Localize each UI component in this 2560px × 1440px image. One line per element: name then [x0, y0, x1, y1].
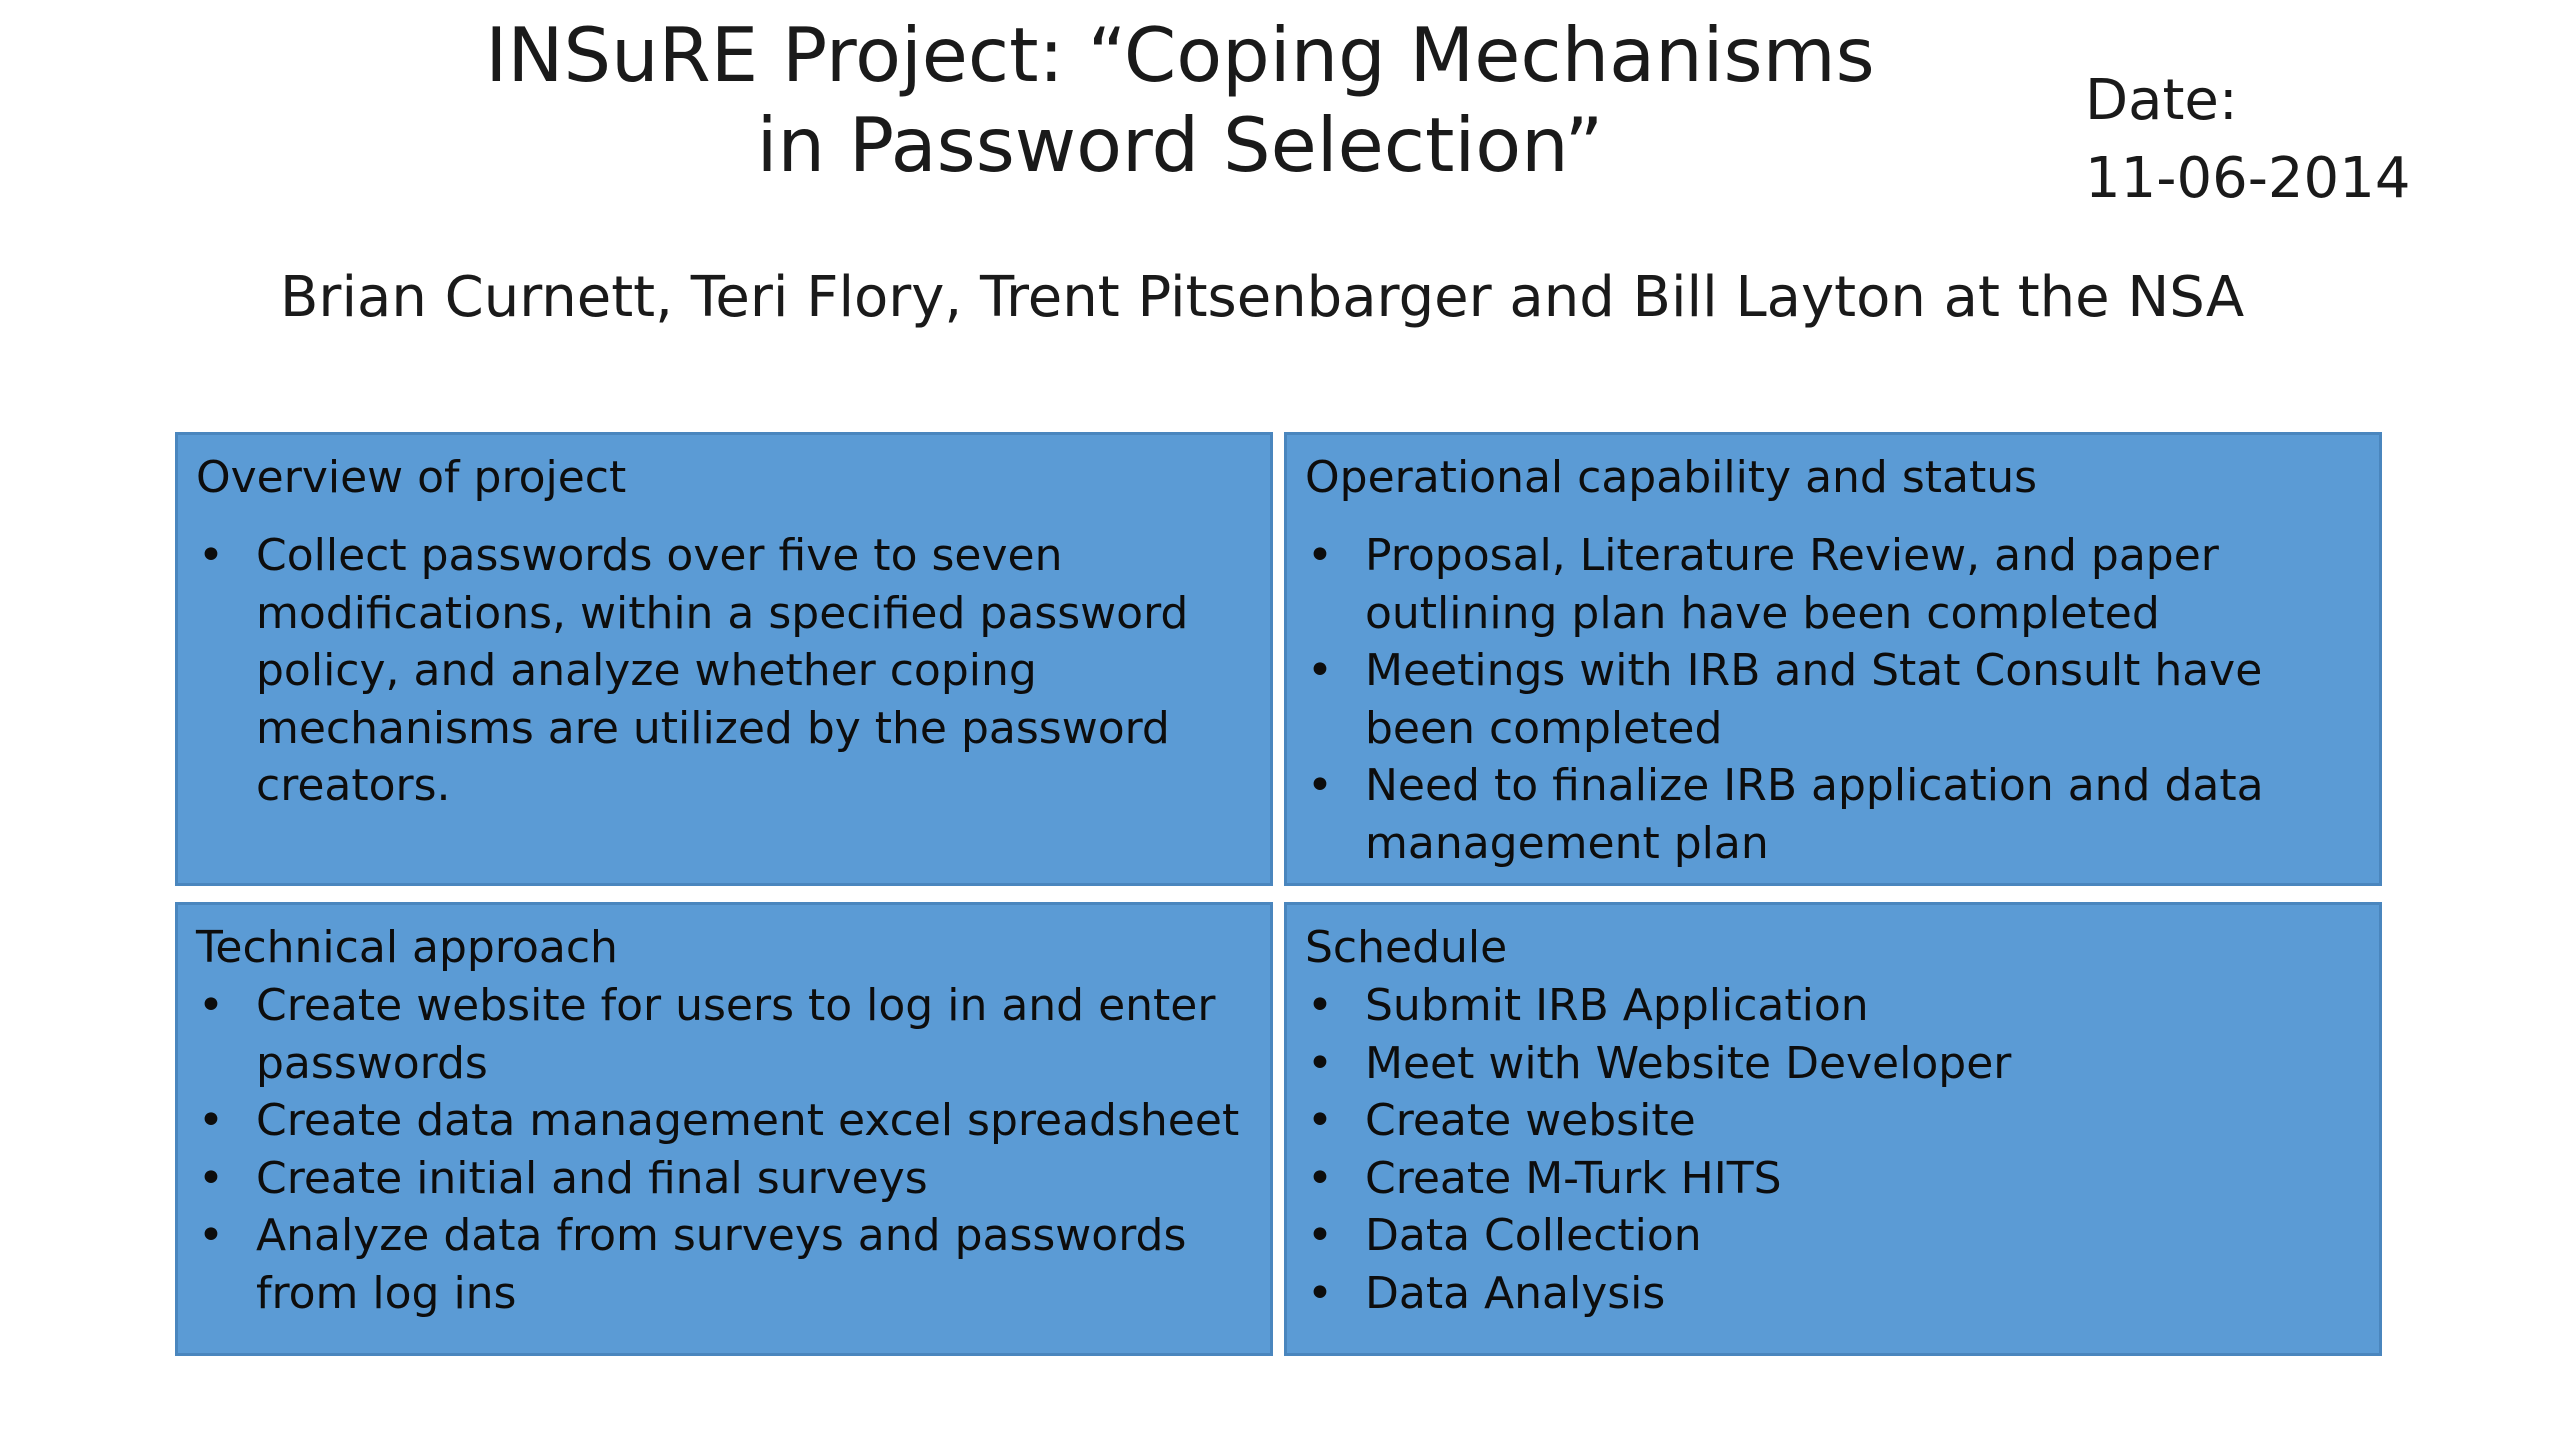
overview-list [196, 527, 1252, 815]
overview-heading: Overview of project [196, 452, 627, 503]
schedule-panel [1284, 902, 2382, 1356]
status-list [1305, 527, 2361, 872]
slide-title-line-2: in Password Selection” [756, 101, 1604, 189]
date-value: 11-06-2014 [2085, 146, 2411, 211]
list-item: • Need to finalize IRB application and data management plan [1305, 757, 2361, 872]
list-item: • Data Analysis [1305, 1265, 2361, 1323]
authors-line: Brian Curnett, Teri Flory, Trent Pitsenbarger and Bill Layton at the NSA [280, 265, 2245, 330]
list-item: • Analyze data from surveys and passwords from log ins [196, 1207, 1252, 1322]
list-item: • Collect passwords over five to seven modifications, within a specified password policy, and analyze whether coping mechanisms are utilized by the password creators. [196, 527, 1252, 815]
list-item: • Submit IRB Application [1305, 977, 2361, 1035]
schedule-list [1305, 977, 2361, 1322]
status-heading: Operational capability and status [1305, 452, 2038, 503]
list-item: • Create M-Turk HITS [1305, 1150, 2361, 1208]
list-item: • Create website for users to log in and enter passwords [196, 977, 1252, 1092]
schedule-heading: Schedule [1305, 922, 1508, 973]
technical-heading: Technical approach [196, 922, 618, 973]
list-item: • Proposal, Literature Review, and paper outlining plan have been completed [1305, 527, 2361, 642]
list-item: • Create initial and final surveys [196, 1150, 1252, 1208]
list-item: • Meetings with IRB and Stat Consult have been completed [1305, 642, 2361, 757]
list-item: • Meet with Website Developer [1305, 1035, 2361, 1093]
technical-panel [175, 902, 1273, 1356]
date-block [2085, 62, 2410, 218]
technical-list [196, 977, 1252, 1322]
slide-title [330, 10, 2030, 190]
list-item: • Data Collection [1305, 1207, 2361, 1265]
list-item: • Create data management excel spreadsheet [196, 1092, 1252, 1150]
status-panel [1284, 432, 2382, 886]
overview-panel [175, 432, 1273, 886]
slide-title-line-1: INSuRE Project: “Coping Mechanisms [485, 11, 1875, 99]
date-label: Date: [2085, 68, 2238, 133]
list-item: • Create website [1305, 1092, 2361, 1150]
